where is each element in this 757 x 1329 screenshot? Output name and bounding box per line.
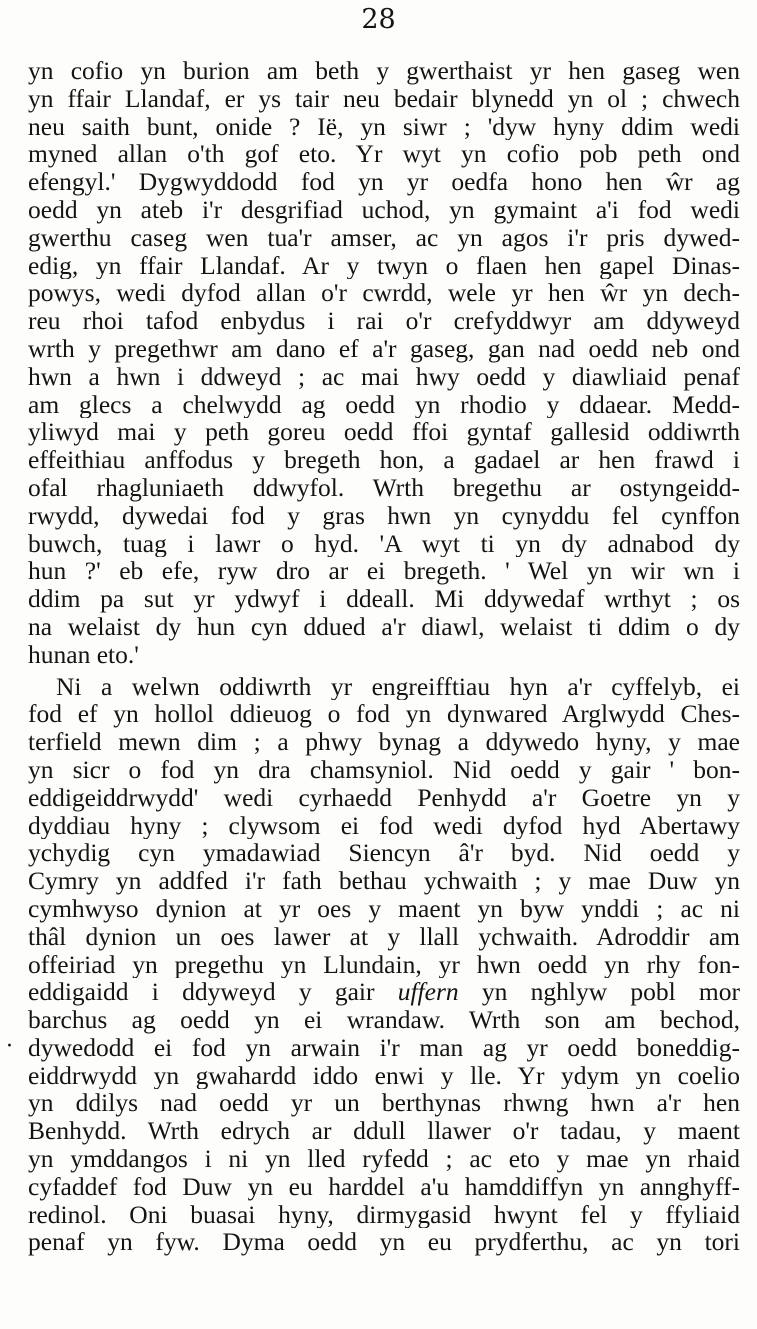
text-line: yn ddilys nad oedd yr un berthynas rhwng hwn a'r hen [28, 1089, 740, 1118]
text-line: na welaist dy hun cyn ddued a'r diawl, welaist ti ddim o dy [28, 612, 740, 641]
text-line: ddim pa sut yr ydwyf i ddeall. Mi ddywedaf wrthyt ; os [28, 585, 740, 613]
text-line: yn ymddangos i ni yn lled ryfedd ; ac eto y mae yn rhaid [28, 1145, 740, 1173]
italic-word: uffern [397, 978, 459, 1007]
paragraph-1 [28, 57, 740, 669]
margin-mark: · [6, 1034, 13, 1059]
text-line: eddigeiddrwydd' wedi cyrhaedd Penhydd a'r Goetre yn y [28, 783, 740, 812]
text-line: cymhwyso dynion at yr oes y maent yn byw ynddi ; ac ni [28, 894, 740, 923]
text-line: rwydd, dywedai fod y gras hwn yn cynyddu fel cynffon [28, 501, 740, 530]
text-line: powys, wedi dyfod allan o'r cwrdd, wele yr hen ŵr yn dech- [28, 279, 740, 308]
text-line: offeiriad yn pregethu yn Llundain, yr hwn oedd yn rhy fon- [28, 950, 740, 979]
text-line: hunan eto.' [28, 640, 139, 669]
text-line: yn cofio yn burion am beth y gwerthaist yr hen gaseg wen [28, 57, 740, 85]
text-line: gwerthu caseg wen tua'r amser, ac yn agos i'r pris dywed- [28, 223, 740, 252]
text-line: myned allan o'th gof eto. Yr wyt yn cofio pob peth ond [28, 140, 740, 169]
text-line: ychydig cyn ymadawiad Siencyn â'r byd. Nid oedd y [28, 839, 740, 868]
text-line: eiddrwydd yn gwahardd iddo enwi y lle. Yr ydym yn coelio [28, 1061, 740, 1090]
text-line: fod ef yn hollol ddieuog o fod yn dynwared Arglwydd Ches- [28, 700, 740, 729]
page-body [28, 57, 740, 1256]
text-line: efengyl.' Dygwyddodd fod yn yr oedfa hono hen ŵr ag [28, 168, 740, 196]
paragraph-2 [28, 673, 740, 1257]
text-line: reu rhoi tafod enbydus i rai o'r crefyddwyr am ddyweyd [28, 307, 740, 335]
text-line: Benhydd. Wrth edrych ar ddull llawer o'r tadau, y maent [28, 1117, 740, 1146]
text-line: terfield mewn dim ; a phwy bynag a ddywedo hyny, y mae [28, 728, 740, 756]
text-line: Cymry yn addfed i'r fath bethau ychwaith ; y mae Duw yn [28, 867, 740, 895]
text-line: am glecs a chelwydd ag oedd yn rhodio y ddaear. Medd- [28, 390, 740, 419]
text-line: yliwyd mai y peth goreu oedd ffoi gyntaf gallesid oddiwrth [28, 418, 740, 447]
text-line-with-italic [28, 978, 740, 1006]
text-line: penaf yn fyw. Dyma oedd yn eu prydferthu, ac yn tori [28, 1228, 740, 1257]
text-line: hun ?' eb efe, ryw dro ar ei bregeth. ' Wel yn wir wn i [28, 557, 740, 586]
text-line: wrth y pregethwr am dano ef a'r gaseg, gan nad oedd neb ond [28, 334, 740, 363]
text-line: redinol. Oni buasai hyny, dirmygasid hwynt fel y ffyliaid [28, 1200, 740, 1229]
text-line: edig, yn ffair Llandaf. Ar y twyn o flaen hen gapel Dinas- [28, 251, 740, 280]
page-number: 28 [361, 4, 396, 35]
text-line: effeithiau anffodus y bregeth hon, a gadael ar hen frawd i [28, 446, 740, 474]
text-line: dyddiau hyny ; clywsom ei fod wedi dyfod hyd Abertawy [28, 811, 740, 840]
text-line: buwch, tuag i lawr o hyd. 'A wyt ti yn dy adnabod dy [28, 529, 740, 558]
text-line: ofal rhagluniaeth ddwyfol. Wrth bregethu ar ostyngeidd- [28, 473, 740, 502]
text-line: yn ffair Llandaf, er ys tair neu bedair blynedd yn ol ; chwech [28, 84, 740, 113]
text-segment: yn nghlyw pobl mor [481, 978, 740, 1007]
text-line: thâl dynion un oes lawer at y llall ychwaith. Adroddir am [28, 922, 740, 951]
text-line: Ni a welwn oddiwrth yr engreifftiau hyn a'r cyffelyb, ei [56, 672, 740, 701]
text-line: dywedodd ei fod yn arwain i'r man ag yr oedd boneddig- [28, 1033, 740, 1062]
text-line: neu saith bunt, onide ? Ië, yn siwr ; 'dyw hyny ddim wedi [28, 112, 740, 141]
text-segment: eddigaidd i ddyweyd y gair [28, 978, 375, 1007]
text-line: oedd yn ateb i'r desgrifiad uchod, yn gymaint a'i fod wedi [28, 195, 740, 224]
text-line: barchus ag oedd yn ei wrandaw. Wrth son am bechod, [28, 1006, 740, 1034]
text-line: cyfaddef fod Duw yn eu harddel a'u hamddiffyn yn annghyff- [28, 1172, 740, 1201]
text-line: yn sicr o fod yn dra chamsyniol. Nid oedd y gair ' bon- [28, 755, 740, 784]
text-line: hwn a hwn i ddweyd ; ac mai hwy oedd y diawliaid penaf [28, 362, 740, 391]
